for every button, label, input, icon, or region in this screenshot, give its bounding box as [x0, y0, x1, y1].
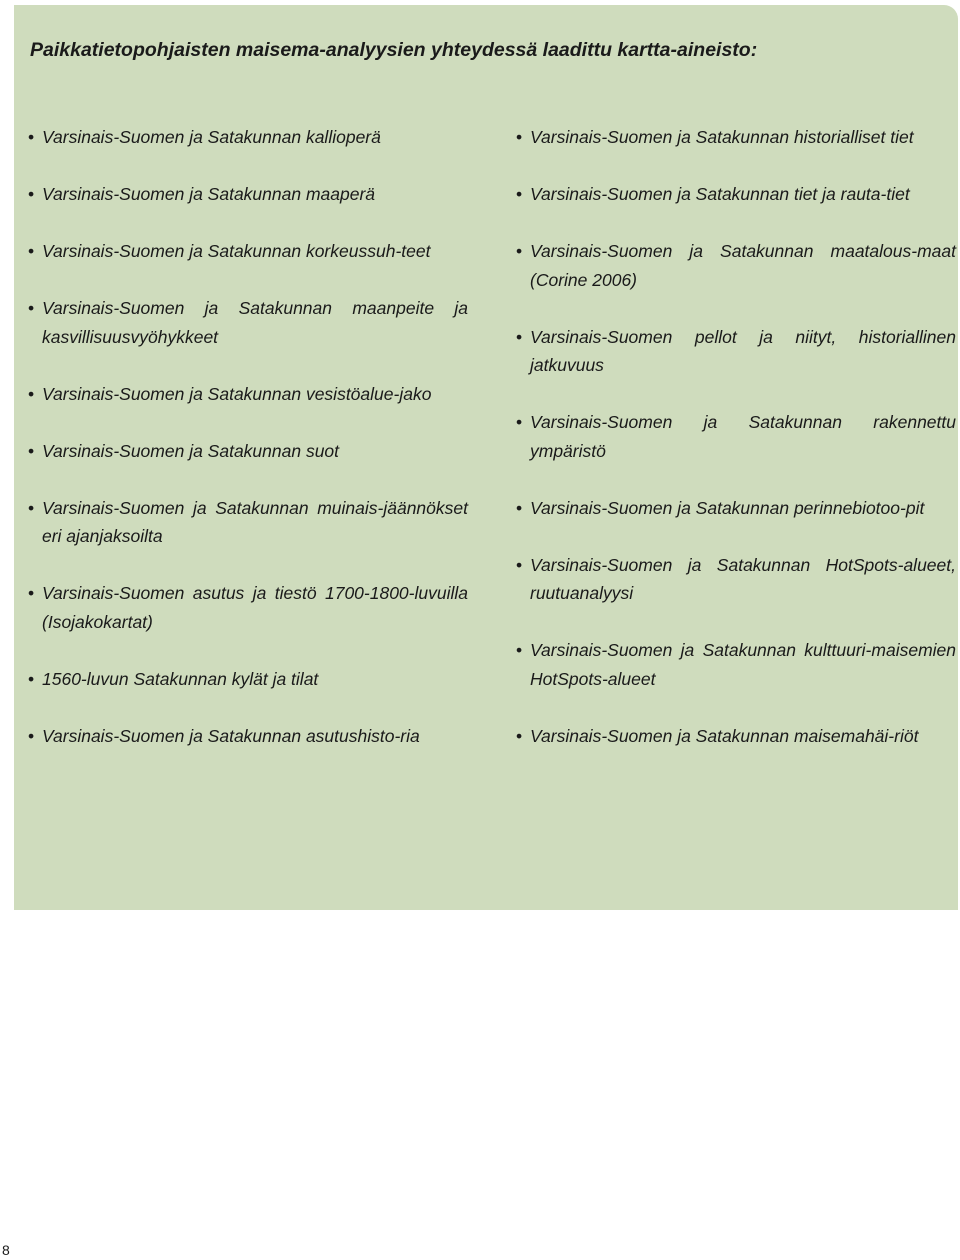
list-item: • Varsinais-Suomen ja Satakunnan HotSpots-alueet, ruutuanalyysi	[516, 551, 956, 608]
list-item: • Varsinais-Suomen pellot ja niityt, historiallinen jatkuvuus	[516, 323, 956, 380]
list-item: • Varsinais-Suomen ja Satakunnan korkeussuh-teet	[28, 237, 468, 266]
list-item: • Varsinais-Suomen ja Satakunnan maatalous-maat (Corine 2006)	[516, 237, 956, 294]
list-item: • Varsinais-Suomen ja Satakunnan maanpeite ja kasvillisuusvyöhykkeet	[28, 294, 468, 351]
right-list	[516, 123, 956, 779]
list-item: • Varsinais-Suomen ja Satakunnan kallioperä	[28, 123, 468, 152]
list-item: • Varsinais-Suomen ja Satakunnan suot	[28, 437, 468, 466]
list-item: • Varsinais-Suomen ja Satakunnan perinnebiotoo-pit	[516, 494, 956, 523]
list-item: • Varsinais-Suomen ja Satakunnan vesistöalue-jako	[28, 380, 468, 409]
list-item: • Varsinais-Suomen ja Satakunnan rakennettu ympäristö	[516, 408, 956, 465]
list-item: • Varsinais-Suomen ja Satakunnan asutushisto-ria	[28, 722, 468, 751]
left-list	[28, 123, 468, 779]
list-item: • Varsinais-Suomen ja Satakunnan maaperä	[28, 180, 468, 209]
list-item: • 1560-luvun Satakunnan kylät ja tilat	[28, 665, 468, 694]
list-item: • Varsinais-Suomen ja Satakunnan maisemahäi-riöt	[516, 722, 956, 751]
page-number: 8	[2, 1242, 10, 1258]
list-item: • Varsinais-Suomen ja Satakunnan kulttuuri-maisemien HotSpots-alueet	[516, 636, 956, 693]
content-panel	[14, 5, 958, 910]
list-item: • Varsinais-Suomen ja Satakunnan muinais-jäännökset eri ajanjaksoilta	[28, 494, 468, 551]
list-item: • Varsinais-Suomen asutus ja tiestö 1700-1800-luvuilla (Isojakokartat)	[28, 579, 468, 636]
panel-heading: Paikkatietopohjaisten maisema-analyysien yhteydessä laadittu kartta-aineisto:	[30, 39, 758, 61]
list-item: • Varsinais-Suomen ja Satakunnan historialliset tiet	[516, 123, 956, 152]
list-item: • Varsinais-Suomen ja Satakunnan tiet ja rauta-tiet	[516, 180, 956, 209]
